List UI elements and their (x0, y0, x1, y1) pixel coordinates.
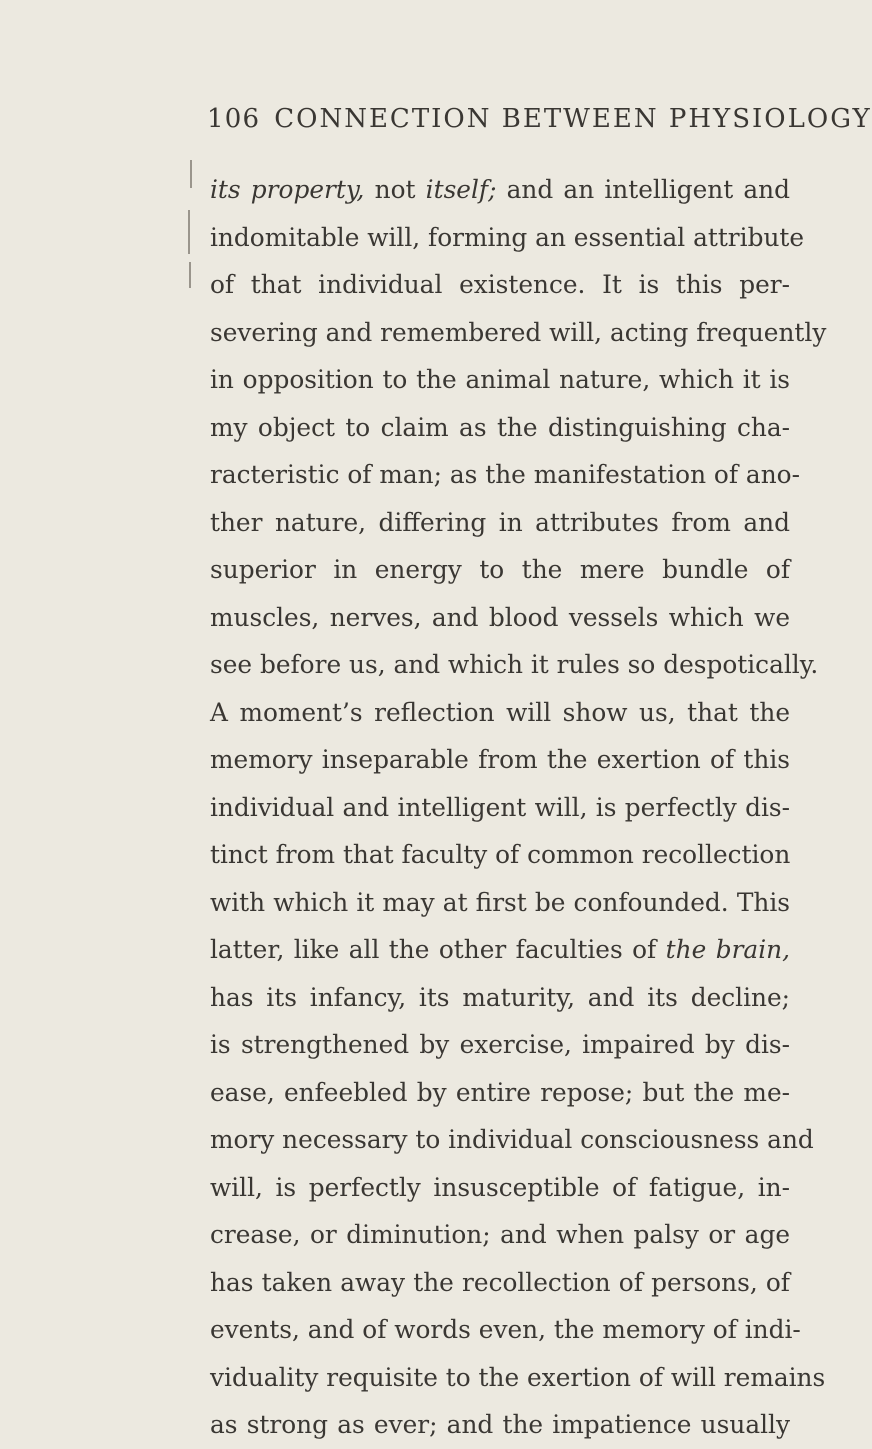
text-line: viduality requisite to the exertion of will remains (210, 1362, 826, 1392)
text-line: has taken away the recollection of persons, of (210, 1267, 790, 1297)
text-line: individual and intelligent will, is perfectly dis- (210, 792, 790, 822)
text-line: will, is perfectly insusceptible of fatigue, in- (210, 1172, 790, 1202)
text-line: mory necessary to individual consciousness and (210, 1125, 814, 1154)
text-line: A moment’s reflection ⁠will show us, that the (210, 697, 790, 727)
page-number: 106 (207, 104, 261, 134)
text-line: tinct from that faculty of common recollection (210, 840, 791, 869)
text-line: crease, or diminution; and when palsy or age (210, 1220, 790, 1249)
text-line: ther nature, differing in attributes from and (210, 507, 790, 537)
text-line: superior in energy to the mere bundle of (210, 555, 790, 584)
italic-span: the brain, (665, 935, 790, 964)
text-line: severing and remembered will, acting frequently (210, 317, 827, 347)
text-line: events, and of words even, the memory of indi- (210, 1315, 801, 1344)
text-line: has its infancy, its maturity, and its decline; (210, 982, 790, 1012)
text-line: muscles, nerves, and blood vessels which we (210, 602, 790, 632)
text-line: memory inseparable from the exertion of this (210, 745, 790, 774)
running-title: CONNECTION BETWEEN PHYSIOLOGY (274, 104, 872, 134)
running-header (207, 104, 872, 134)
text-line: indomitable will, forming an essential attribute (210, 222, 805, 252)
text-line (210, 926, 790, 974)
text-line: ease, enfeebled by entire repose; but the me- (210, 1077, 790, 1107)
binding-mark (190, 160, 192, 188)
text-line: in opposition to the animal nature, which it is (210, 365, 790, 394)
binding-mark (188, 210, 190, 254)
text-line (210, 166, 790, 214)
text-line: of that individual existence. It is this per- (210, 270, 790, 299)
text-span: not (364, 175, 426, 204)
text-line: with which it may at first be confounded. This (210, 887, 790, 917)
body-text (210, 166, 827, 1449)
text-line: racteristic of man; as the manifestation of ano- (210, 460, 800, 489)
text-line: my object to claim as the distinguishing cha- (210, 412, 790, 442)
text-span: latter, like all the other faculties of (210, 935, 666, 964)
text-span: and an intelligent and (496, 175, 790, 204)
text-line: is strengthened by exercise, impaired by dis- (210, 1030, 790, 1059)
binding-mark (189, 262, 191, 288)
text-line: see before us, and which it rules so despotically. (210, 650, 819, 679)
italic-span: its property, (210, 175, 365, 204)
text-line: as strong as ever; and the impatience usually (210, 1410, 790, 1439)
italic-span: itself; (425, 175, 497, 204)
